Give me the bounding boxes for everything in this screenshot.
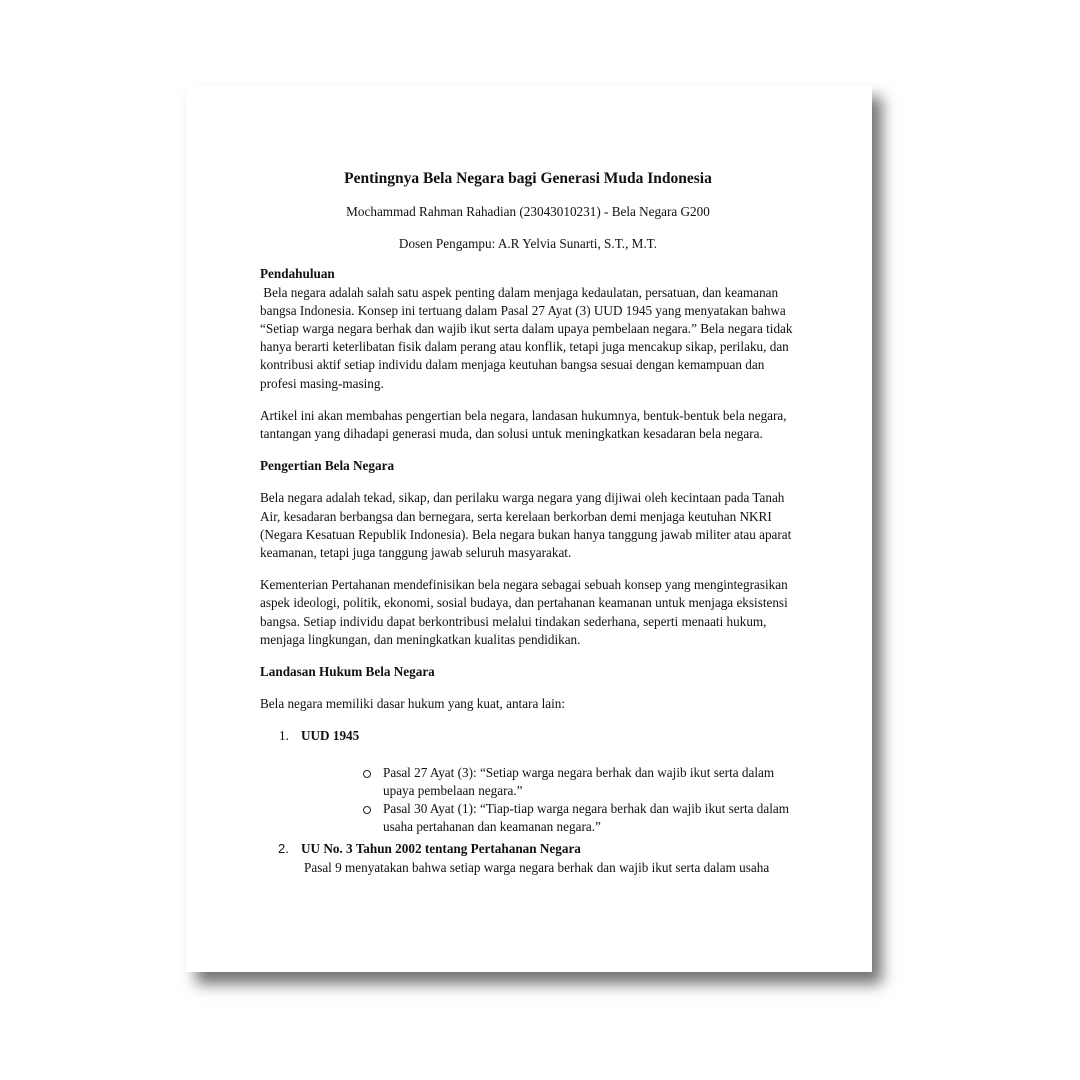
list-number: 1. [279,728,289,744]
list-number: 2. [278,841,289,857]
intro-paragraph-1: Bela negara adalah salah satu aspek penting dalam menjaga kedaulatan, persatuan, dan keamanan bangsa Indonesia. Konsep ini tertuang dalam Pasal 27 Ayat (3) UUD 1945 yang menyatakan bahwa “Setiap warga negara berhak dan wajib ikut serta dalam upaya pembelaan negara.” Bela negara tidak hanya berarti keterlibatan fisik dalam perang atau konflik, tetapi juga mencakup sikap, perilaku, dan kontribusi aktif setiap individu dalam menjaga keutuhan bangsa sesuai dengan kemampuan dan profesi masing-masing. [260,284,796,391]
author-line: Mochammad Rahman Rahadian (23043010231) - Bela Negara G200 [346,204,710,219]
definition-paragraph-1: Bela negara adalah tekad, sikap, dan perilaku warga negara yang dijiwai oleh kecintaan pada Tanah Air, kesadaran berbangsa dan bernegara, serta kerelaan berkorban demi menjaga keutuhan NKRI (Negara Kesatuan Republik Indonesia). Bela negara bukan hanya tanggung jawab militer atau aparat keamanan, tetapi juga tanggung jawab seluruh masyarakat. [260,490,792,561]
intro-paragraph-2: Artikel ini akan membahas pengertian bela negara, landasan hukumnya, bentuk-bentuk bela negara, tantangan yang dihadapi generasi muda, dan solusi untuk meningkatkan kesadaran bela negara. [260,407,787,442]
article-list [301,764,796,837]
law-title: UUD 1945 [301,728,360,744]
hollow-bullet-icon [363,806,371,814]
list-item [301,764,796,800]
lecturer-line: Dosen Pengampu: A.R Yelvia Sunarti, S.T., M.T. [398,236,658,252]
article-text: Pasal 27 Ayat (3): “Setiap warga negara berhak dan wajib ikut serta dalam upaya pembelaan negara.” [383,764,775,798]
legal-basis-list [260,727,796,876]
heading-pengertian: Pengertian Bela Negara [260,458,395,474]
document-title: Pentingnya Bela Negara bagi Generasi Muda Indonesia [344,170,712,187]
hollow-bullet-icon [363,770,371,778]
law-title: UU No. 3 Tahun 2002 tentang Pertahanan Negara [301,841,581,857]
list-item [260,840,796,876]
document-content [260,169,796,877]
article-text: Pasal 30 Ayat (1): “Tiap-tiap warga negara berhak dan wajib ikut serta dalam usaha pertahanan dan keamanan negara.” [383,801,790,835]
document-page [186,85,872,972]
list-item [301,800,796,836]
legal-intro: Bela negara memiliki dasar hukum yang kuat, antara lain: [260,696,566,712]
law-description: Pasal 9 menyatakan bahwa setiap warga negara berhak dan wajib ikut serta dalam usaha [304,859,770,875]
definition-paragraph-2: Kementerian Pertahanan mendefinisikan bela negara sebagai sebuah konsep yang mengintegrasikan aspek ideologi, politik, ekonomi, sosial budaya, dan pertahanan keamanan untuk menjaga eksistensi bangsa. Setiap individu dapat berkontribusi melalui tindakan sederhana, seperti menaati hukum, menjaga lingkungan, dan meningkatkan kualitas pendidikan. [260,577,788,647]
list-item [260,727,796,836]
heading-pendahuluan: Pendahuluan [260,266,335,282]
heading-landasan-hukum: Landasan Hukum Bela Negara [260,664,435,680]
